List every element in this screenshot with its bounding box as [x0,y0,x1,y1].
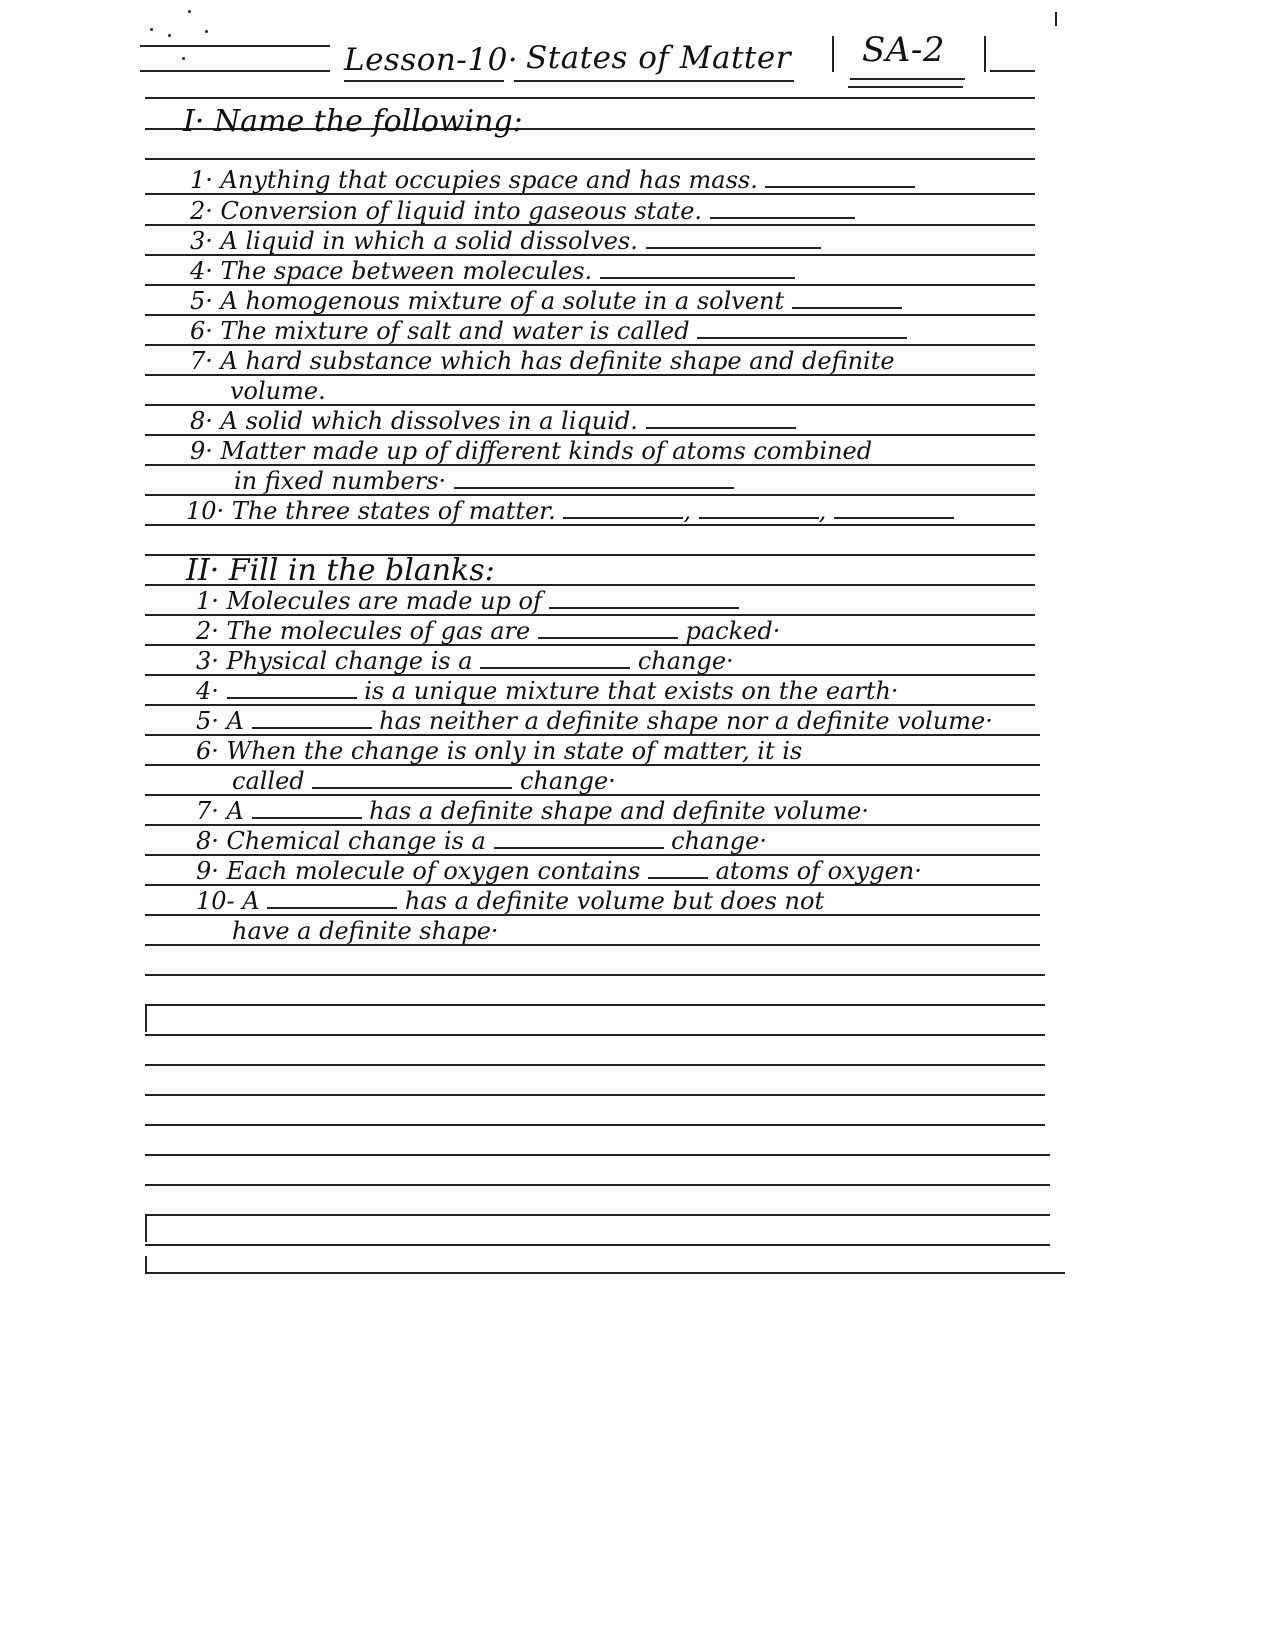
answer-blank[interactable] [538,633,678,639]
lesson-label: Lesson-10· [344,42,519,78]
item-text: Anything that occupies space and has mass. [220,166,758,194]
item-number: 2· [196,617,219,645]
answer-blank[interactable] [252,723,372,729]
item-text: Matter made up of different kinds of atoms combined [220,437,873,465]
item-number: 3· [196,647,219,675]
ruled-line [145,1184,1050,1186]
answer-blank[interactable] [549,603,739,609]
item-text: Chemical change is a [226,827,486,855]
list-item [196,797,869,825]
list-item [196,677,899,705]
lesson-underline [344,80,504,82]
list-item-continuation [232,917,499,945]
list-item [190,287,902,315]
answer-blank[interactable] [646,243,821,249]
item-text: change· [637,647,734,675]
list-item [196,887,824,915]
item-number: 8· [196,827,219,855]
item-number: 10- [196,887,235,915]
item-text: have a definite shape· [232,917,499,945]
ruled-line [140,45,330,47]
item-text: The mixture of salt and water is called [220,317,690,345]
item-text: When the change is only in state of matter, it is [226,737,803,765]
answer-blank[interactable] [494,843,664,849]
item-text: A [242,887,260,915]
item-number: 7· [196,797,219,825]
list-item [190,166,915,194]
answer-blank[interactable] [454,483,734,489]
ruled-line [145,1154,1050,1156]
item-number: 4· [196,677,219,705]
ruled-line [140,70,330,72]
list-item [190,347,895,375]
item-text: change· [671,827,767,855]
item-number: 3· [190,227,213,255]
item-text: A [226,707,244,735]
answer-blank[interactable] [699,513,819,519]
answer-blank[interactable] [648,873,708,879]
item-text: Conversion of liquid into gaseous state. [220,197,703,225]
tag-underline-1 [850,78,965,80]
ruled-line [145,1034,1045,1036]
margin-mark [145,1004,147,1032]
tag-underline-2 [848,86,963,88]
list-item [196,857,922,885]
item-number: 5· [196,707,219,735]
margin-mark [145,1214,147,1242]
list-item [190,407,796,435]
ruled-line-bottom [145,1272,1065,1274]
list-item [196,647,734,675]
scan-speck [182,57,185,60]
item-text: volume. [230,377,326,405]
item-text: packed· [685,617,781,645]
ruled-line [145,1214,1050,1216]
list-item [196,737,802,765]
ruled-line [145,1124,1045,1126]
item-text: Physical change is a [226,647,473,675]
item-text: has neither a definite shape nor a definite volume· [379,707,993,735]
item-text: A [226,797,244,825]
item-number: 6· [190,317,213,345]
item-number: 1· [190,166,213,194]
list-item [190,197,855,225]
item-text: The molecules of gas are [226,617,531,645]
item-number: 10· [186,497,225,525]
list-item [196,707,993,735]
answer-blank[interactable] [792,303,902,309]
answer-blank[interactable] [252,813,362,819]
ruled-line [145,974,1045,976]
answer-blank[interactable] [600,273,795,279]
page-title: States of Matter [526,40,792,76]
item-text: has a definite shape and definite volume· [369,797,869,825]
tag-label: SA-2 [862,30,945,70]
item-number: 2· [190,197,213,225]
answer-blank[interactable] [710,213,855,219]
item-number: 1· [196,587,219,615]
answer-blank[interactable] [834,513,954,519]
item-number: 4· [190,257,213,285]
item-text: Each molecule of oxygen contains [226,857,641,885]
answer-blank[interactable] [697,333,907,339]
item-text: A hard substance which has definite shape and definite [220,347,895,375]
scan-speck [205,30,208,33]
scan-speck [150,28,153,31]
list-item [190,317,907,345]
list-item-continuation [232,767,616,795]
list-item: 10· The three states of matter. , , [186,497,954,525]
list-item [190,257,795,285]
item-text: atoms of oxygen· [715,857,922,885]
item-text: A homogenous mixture of a solute in a solvent [220,287,785,315]
item-text: called [232,767,305,795]
ruled-line [145,97,1035,99]
ruled-line [145,1064,1045,1066]
answer-blank[interactable] [267,903,397,909]
answer-blank[interactable] [480,663,630,669]
section-1-heading: I· Name the following: [183,104,523,139]
item-text: has a definite volume but does not [404,887,825,915]
ruled-line [145,1244,1050,1246]
item-text: A solid which dissolves in a liquid. [220,407,638,435]
item-number: 9· [196,857,219,885]
scan-speck [188,10,191,13]
item-text: The space between molecules. [220,257,593,285]
margin-mark [145,1256,147,1274]
item-text: Molecules are made up of [226,587,542,615]
list-item-continuation [234,467,734,495]
item-number: 8· [190,407,213,435]
item-text: in fixed numbers· [234,467,447,495]
ruled-line [990,70,1035,72]
item-text: is a unique mixture that exists on the earth· [364,677,899,705]
title-underline [514,80,794,82]
section-2-heading: II· Fill in the blanks: [186,553,495,588]
item-text: change· [519,767,616,795]
list-item [190,437,872,465]
scan-speck [168,34,171,37]
list-item [196,827,767,855]
list-item [190,227,821,255]
answer-blank[interactable] [563,513,683,519]
ruled-line [145,1004,1045,1006]
ruled-line [145,1094,1045,1096]
item-number: 9· [190,437,213,465]
list-item [196,617,780,645]
list-item [196,587,739,615]
answer-blank[interactable] [765,182,915,188]
item-text: The three states of matter. [231,497,556,525]
item-text: A liquid in which a solid dissolves. [220,227,638,255]
item-number: 7· [190,347,213,375]
item-number: 5· [190,287,213,315]
item-number: 6· [196,737,219,765]
answer-blank[interactable] [646,423,796,429]
scan-edge-mark [1055,12,1057,26]
answer-blank[interactable] [312,783,512,789]
answer-blank[interactable] [227,693,357,699]
ruled-line [145,158,1035,160]
list-item-continuation [230,377,326,405]
